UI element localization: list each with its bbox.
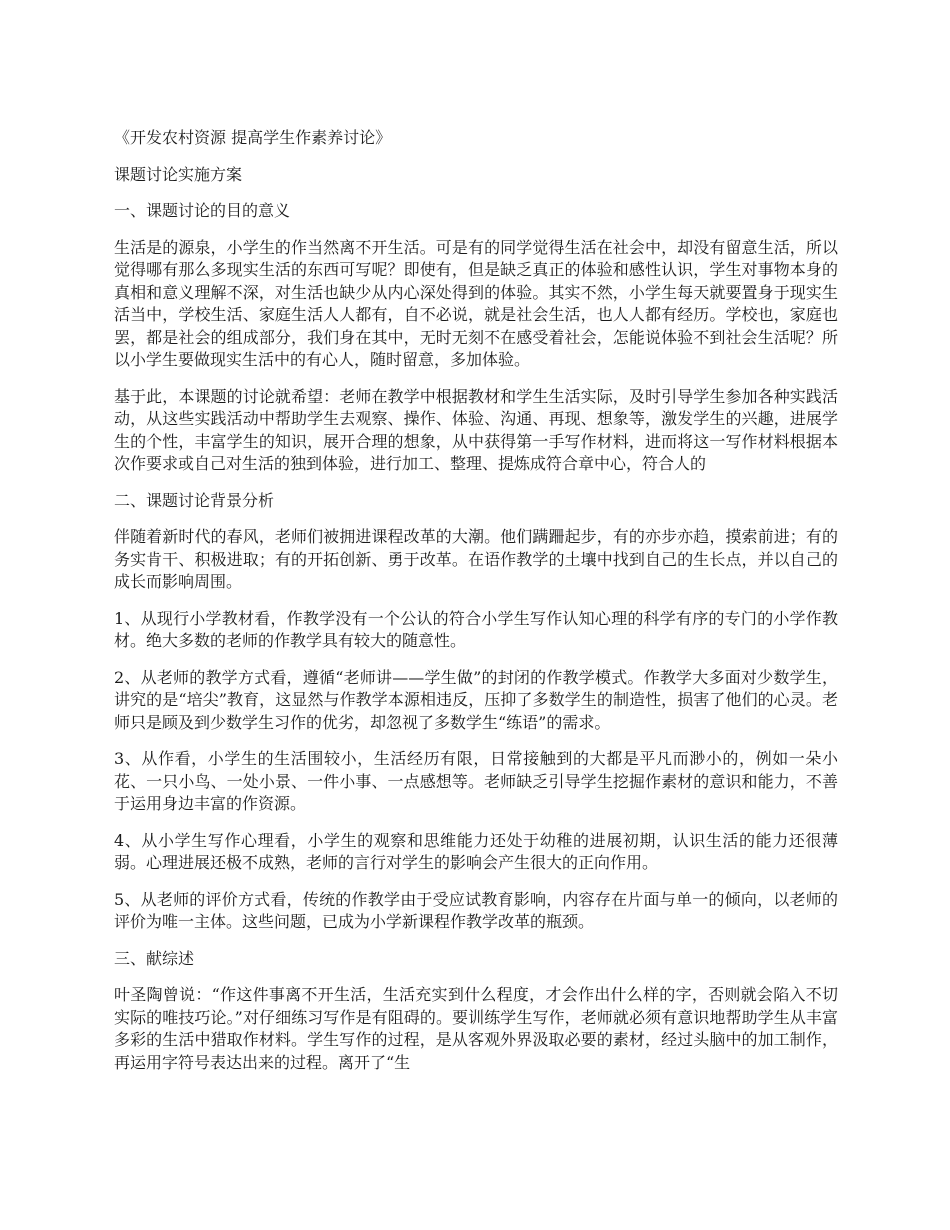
document-subtitle: 课题讨论实施方案 bbox=[114, 164, 243, 184]
paragraph: 2、从老师的教学方式看，遵循“老师讲——学生做”的封闭的作教学模式。作教学大多面对少数学生，讲究的是“培尖”教育，这显然与作教学本源相违反，压抑了多数学生的制造性，损害了他们的心灵。老师只是顾及到少数学生习作的优劣，却忽视了多数学生“练语”的需求。 bbox=[114, 667, 838, 732]
document-page bbox=[114, 127, 838, 1088]
section-heading: 三、献综述 bbox=[114, 948, 195, 968]
paragraph: 3、从作看，小学生的生活围较小，生活经历有限，日常接触到的大都是平凡而渺小的，例如一朵小花、一只小鸟、一处小景、一件小事、一点感想等。老师缺乏引导学生挖掘作素材的意识和能力，不善于运用身边丰富的作资源。 bbox=[114, 749, 838, 813]
paragraph: 基于此，本课题的讨论就希望：老师在教学中根据教材和学生生活实际，及时引导学生参加各种实践活动，从这些实践活动中帮助学生去观察、操作、体验、沟通、再现、想象等，激发学生的兴趣，进展学生的个性，丰富学生的知识，展开合理的想象，从中获得第一手写作材料，进而将这一写作材料根据本次作要求或自己对生活的独到体验，进行加工、整理、提炼成符合章中心，符合人的 bbox=[114, 386, 838, 473]
paragraph: 伴随着新时代的春风，老师们被拥进课程改革的大潮。他们蹒跚起步，有的亦步亦趋，摸索前进；有的务实肯干、积极进取；有的开拓创新、勇于改革。在语作教学的土壤中找到自己的生长点，并以自己的成长而影响周围。 bbox=[114, 527, 838, 591]
paragraph: 4、从小学生写作心理看，小学生的观察和思维能力还处于幼稚的进展初期，认识生活的能力还很薄弱。心理进展还极不成熟，老师的言行对学生的影响会产生很大的正向作用。 bbox=[114, 830, 838, 872]
document-title: 《开发农村资源 提高学生作素养讨论》 bbox=[114, 128, 392, 147]
section-heading: 二、课题讨论背景分析 bbox=[114, 490, 275, 510]
paragraph: 5、从老师的评价方式看，传统的作教学由于受应试教育影响，内容存在片面与单一的倾向，以老师的评价为唯一主体。这些问题，已成为小学新课程作教学改革的瓶颈。 bbox=[114, 889, 838, 931]
paragraph: 生活是的源泉，小学生的作当然离不开生活。可是有的同学觉得生活在社会中，却没有留意生活，所以觉得哪有那么多现实生活的东西可写呢？即使有，但是缺乏真正的体验和感性认识，学生对事物本身的真相和意义理解不深，对生活也缺少从内心深处得到的体验。其实不然，小学生每天就要置身于现实生活当中，学校生活、家庭生活人人都有，自不必说，就是社会生活，也人人都有经历。学校也，家庭也罢，都是社会的组成部分，我们身在其中，无时无刻不在感受着社会，怎能说体验不到社会生活呢？所以小学生要做现实生活中的有心人，随时留意，多加体验。 bbox=[114, 237, 838, 369]
paragraph: 1、从现行小学教材看，作教学没有一个公认的符合小学生写作认知心理的科学有序的专门的小学作教材。绝大多数的老师的作教学具有较大的随意性。 bbox=[114, 608, 838, 650]
section-heading: 一、课题讨论的目的意义 bbox=[114, 201, 291, 220]
paragraph: 叶圣陶曾说：“作这件事离不开生活，生活充实到什么程度，才会作出什么样的字，否则就会陷入不切实际的唯技巧论。”对仔细练习写作是有阻碍的。要训练学生写作，老师就必须有意识地帮助学生从丰富多彩的生活中猎取作材料。学生写作的过程，是从客观外界汲取必要的素材，经过头脑中的加工制作，再运用字符号表达出来的过程。离开了“生 bbox=[114, 985, 838, 1072]
